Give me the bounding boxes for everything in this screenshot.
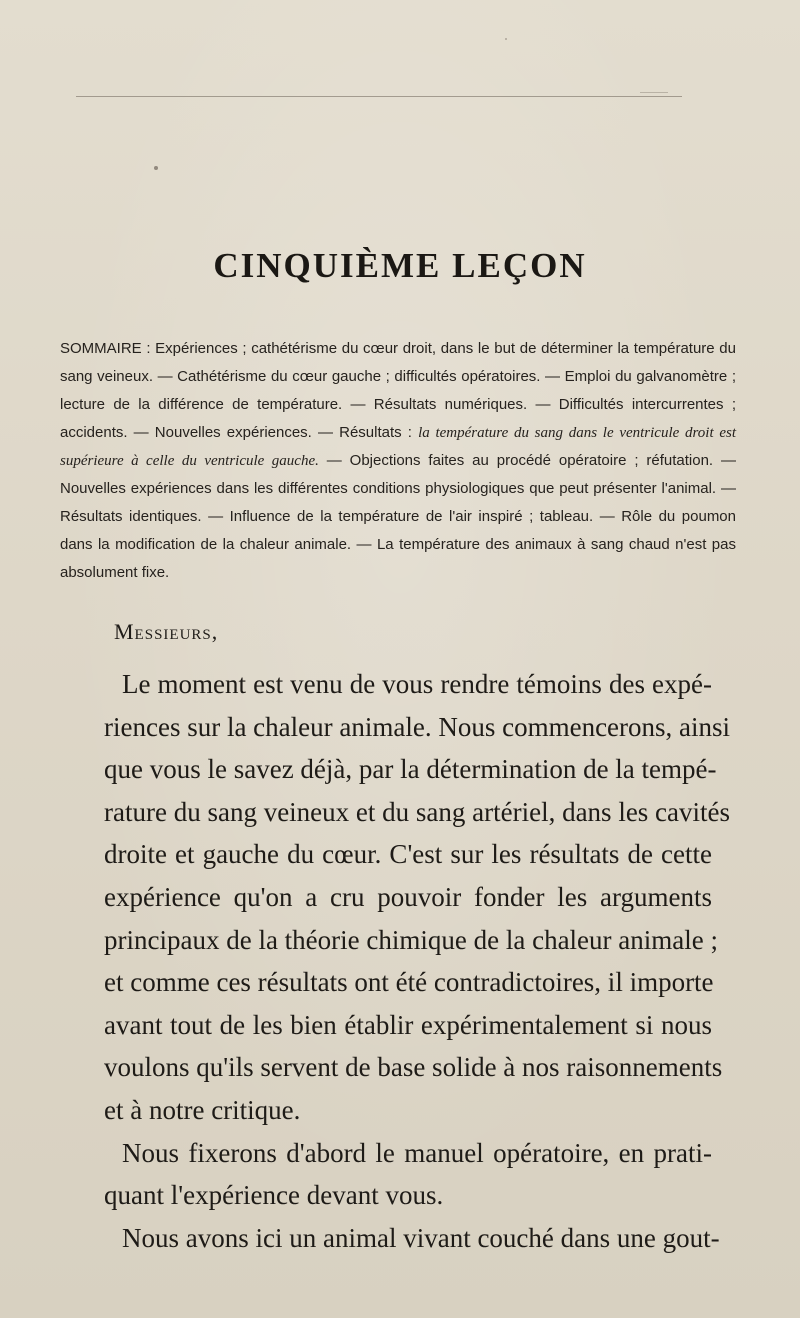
body-line: principaux de la théorie chimique de la chaleur animale ; (104, 924, 718, 955)
summary-text-part2: — Objections faites au procédé opératoire ; réfutation. — Nouvelles expériences dans les différentes conditions physiologiques que peut présenter l'animal. — Résultats identiques. — Influence de la température de l'air inspiré ; tableau. — Rôle du poumon dans la modification de la chaleur animale. — La température des animaux à sang chaud n'est pas absolument fixe. (60, 452, 736, 581)
summary-italic-result: la température du sang dans le ventricule droit est supérieure à celle du ventricule gauche. (60, 425, 736, 469)
body-line: expérience qu'on a cru pouvoir fonder les arguments (104, 881, 712, 912)
body-line: Le moment est venu de vous rendre témoins des expé- (122, 669, 712, 699)
body-line: Nous avons ici un animal vivant couché dans une gout- (122, 1222, 720, 1253)
lesson-title: CINQUIÈME LEÇON (213, 246, 587, 285)
summary-label: SOMMAIRE (60, 340, 142, 357)
body-line: quant l'expérience devant vous. (104, 1180, 444, 1211)
summary-text-part1: : Expériences ; cathétérisme du cœur droit, dans le but de déterminer la température du sang veineux. — Cathétérisme du cœur gauche ; difficultés opératoires. — Emploi du galvanomètre ; lecture de la différence de température. — Résultats numériques. — Difficultés intercurrentes ; accidents. — Nouvelles expériences. — Résultats : (60, 340, 736, 441)
body-line: riences sur la chaleur animale. Nous commencerons, ainsi (104, 711, 731, 742)
body-line: avant tout de les bien établir expérimentalement si nous (104, 1009, 712, 1040)
body-text (104, 663, 731, 1259)
faint-rule-mark (640, 92, 668, 93)
body-line: droite et gauche du cœur. C'est sur les résultats de cette (104, 839, 712, 870)
ink-speck (505, 38, 507, 40)
salutation: Messieurs, (114, 619, 219, 644)
body-line: et comme ces résultats ont été contradictoires, il importe (104, 967, 714, 998)
summary-paragraph (60, 335, 736, 587)
body-line: et à notre critique. (104, 1094, 301, 1125)
body-line: que vous le savez déjà, par la détermination de la tempé- (104, 754, 717, 785)
top-rule (76, 96, 682, 97)
body-line: voulons qu'ils servent de base solide à nos raisonnements (104, 1052, 723, 1083)
body-line: Nous fixerons d'abord le manuel opératoire, en prati- (122, 1137, 712, 1168)
ink-speck (154, 166, 158, 170)
body-line: rature du sang veineux et du sang artériel, dans les cavités (104, 796, 731, 827)
